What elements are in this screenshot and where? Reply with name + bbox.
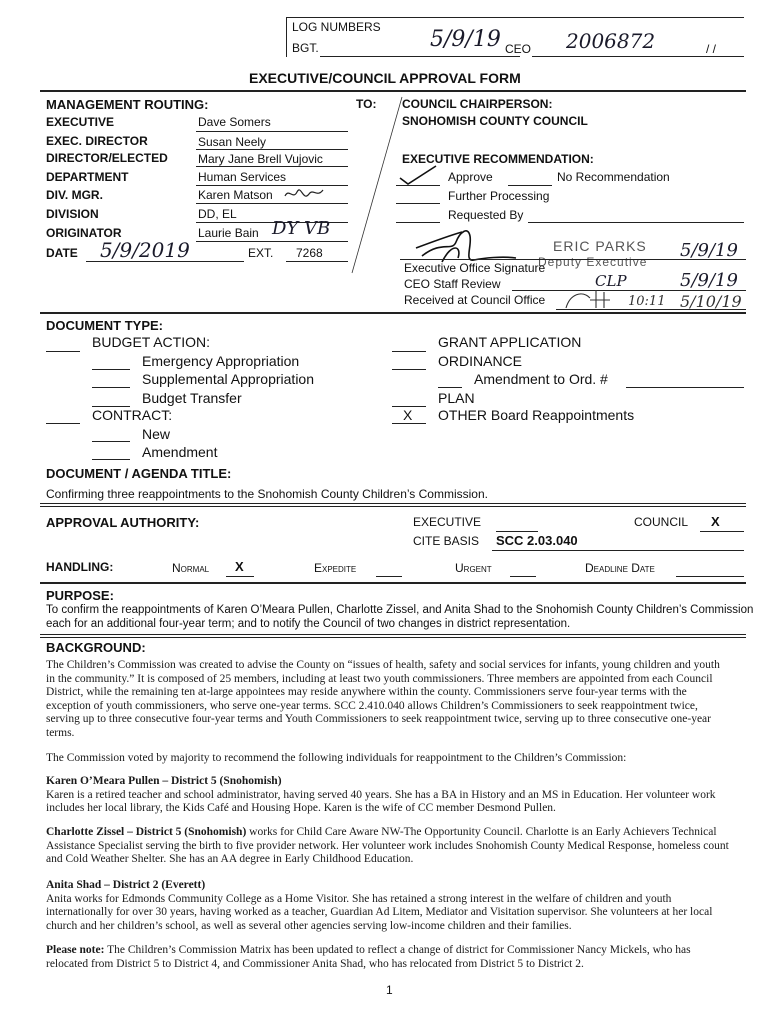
ordinance-line	[392, 369, 426, 370]
page-number: 1	[386, 983, 393, 997]
background-p1-line: The Children’s Commission was created to advise the County on “issues of health, safety and social services for infants, young children and youth	[46, 659, 720, 671]
routing-label-division: DIVISION	[46, 207, 99, 221]
background-p1-line: in the community.” It is composed of 25 members, including at least two youth commissioners. Three members are appointed from each Council	[46, 672, 713, 685]
management-routing-header: MANAGEMENT ROUTING:	[46, 97, 209, 112]
no-recommendation-line	[508, 185, 552, 186]
handling-urgent-line[interactable]	[510, 576, 536, 577]
requested-by-underline	[528, 222, 744, 223]
routing-label-div-mgr: DIV. MGR.	[46, 188, 103, 202]
deputy-executive-stamp: Deputy Executive	[538, 255, 648, 269]
background-p1-line: exception of youth commissioners, who serve one-year terms. SCC 2.410.040 allows Children’s Commissioners to seek reappointment twice,	[46, 699, 698, 712]
cite-basis-line	[492, 550, 744, 551]
handling-expedite-label: Expedite	[314, 561, 357, 575]
karen-line: Karen is a retired teacher and school administrator, having served 40 years. She has a BA in History and an MS in Education. Her volunteer work	[46, 788, 716, 801]
date-underline	[86, 261, 244, 262]
routing-value-div-mgr[interactable]: Karen Matson	[198, 188, 273, 202]
routing-line-originator	[196, 241, 348, 242]
note-section	[46, 944, 746, 971]
ext-underline	[286, 261, 348, 262]
further-processing-line	[396, 203, 440, 204]
log-numbers-title: LOG NUMBERS	[292, 20, 381, 34]
ceo-handwritten-number: 2006872	[566, 29, 656, 53]
log-box-top-border	[286, 17, 744, 18]
further-processing-option[interactable]: Further Processing	[448, 189, 550, 203]
routing-value-originator[interactable]: Laurie Bain	[198, 226, 259, 240]
handling-urgent-label: Urgent	[455, 561, 492, 575]
karen-section	[46, 775, 746, 816]
background-paragraph-1	[46, 659, 746, 741]
approval-executive-line	[496, 531, 538, 532]
amendment-to-ord-option[interactable]: Amendment to Ord. #	[474, 371, 608, 387]
anita-line: internationally for over 30 years, having worked as a teacher, Guardian Ad Litem, Mediator and Visitation supervisor. She volunteers at her local	[46, 906, 713, 919]
grant-application-option[interactable]: GRANT APPLICATION	[438, 334, 582, 350]
agenda-title-text: Confirming three reappointments to the Snohomish County Children’s Commission.	[46, 487, 488, 501]
approval-council-mark[interactable]: X	[711, 514, 720, 529]
ceo-staff-review-label: CEO Staff Review	[404, 277, 501, 291]
document-type-header: DOCUMENT TYPE:	[46, 318, 163, 333]
received-time: 10:11	[628, 294, 666, 309]
log-tail: / /	[706, 42, 717, 56]
approval-council-line	[700, 531, 744, 532]
received-line	[556, 309, 746, 310]
handling-deadline-line[interactable]	[676, 576, 744, 577]
date-label: DATE	[46, 246, 78, 260]
handwritten-date: 5/9/2019	[100, 238, 190, 262]
handling-deadline-label: Deadline Date	[585, 561, 655, 575]
executive-recommendation-header: EXECUTIVE RECOMMENDATION:	[402, 152, 594, 166]
ordinance-option[interactable]: ORDINANCE	[438, 353, 523, 369]
routing-label-exec-director: EXEC. DIRECTOR	[46, 134, 148, 148]
agenda-rule	[40, 503, 746, 504]
no-recommendation-option[interactable]: No Recommendation	[557, 170, 670, 184]
handling-normal-line	[226, 576, 254, 577]
note-first-line: The Children’s Commission Matrix has been updated to reflect a change of district for Commissioner Nancy Mickels, who has	[104, 944, 691, 956]
requested-by-option[interactable]: Requested By	[448, 208, 524, 222]
bgt-underline	[320, 56, 520, 57]
form-title: EXECUTIVE/COUNCIL APPROVAL FORM	[249, 70, 521, 86]
bgt-label: BGT.	[292, 41, 319, 55]
note-heading: Please note:	[46, 944, 105, 956]
karen-line: includes her local library, the Kids Café and Housing Hope. Karen is the wife of CC member Desmond Pullen.	[46, 802, 556, 815]
anita-line: Anita works for Edmonds Community College as a Home Visitor. She has retained a strong interest in the welfare of children and youth	[46, 892, 672, 905]
ext-label: EXT.	[248, 246, 274, 260]
snohomish-county-council: SNOHOMISH COUNTY COUNCIL	[402, 114, 588, 128]
amend-ord-line	[438, 387, 462, 388]
contract-option[interactable]: CONTRACT:	[92, 407, 173, 423]
handling-header: HANDLING:	[46, 560, 114, 574]
new-line	[92, 441, 130, 442]
charlotte-section	[46, 826, 746, 867]
background-header: BACKGROUND:	[46, 640, 146, 655]
background-p1-line: terms.	[46, 726, 75, 739]
ceo-label: CEO	[505, 42, 532, 56]
routing-line-div-mgr	[196, 203, 348, 204]
other-line	[392, 423, 426, 424]
received-date: 5/10/19	[680, 292, 742, 311]
amendment-option[interactable]: Amendment	[142, 444, 218, 460]
routing-label-originator: ORIGINATOR	[46, 226, 122, 240]
supplemental-line	[92, 387, 130, 388]
routing-label-department: DEPARTMENT	[46, 170, 129, 184]
routing-line-exec-director	[196, 149, 348, 150]
title-rule	[40, 90, 746, 92]
to-label: TO:	[356, 97, 377, 111]
purpose-rule	[40, 634, 746, 635]
ord-number-line	[626, 387, 744, 388]
emergency-line	[92, 369, 130, 370]
agenda-title-header: DOCUMENT / AGENDA TITLE:	[46, 466, 232, 481]
charlotte-first-line: works for Child Care Aware NW-The Opportunity Council. Charlotte is an Early Achievers Technical	[246, 826, 717, 838]
signature-line	[400, 259, 746, 260]
routing-line-director	[196, 166, 348, 167]
budget-transfer-option[interactable]: Budget Transfer	[142, 390, 242, 406]
approve-checkmark-icon	[398, 164, 438, 186]
purpose-line-1: To confirm the reappointments of Karen O’Meara Pullen, Charlotte Zissel, and Anita Shad to the Snohomish County Children’s Commission	[46, 604, 754, 616]
routing-line-executive	[196, 131, 348, 132]
ceo-underline	[532, 56, 744, 57]
bgt-handwritten-date: 5/9/19	[430, 27, 501, 52]
charlotte-heading: Charlotte Zissel – District 5 (Snohomish)	[46, 826, 247, 838]
background-paragraph-2: The Commission voted by majority to recommend the following individuals for reappointment to the Children’s Commission:	[46, 752, 627, 764]
note-line-2: relocated from District 5 to District 4, and Commissioner Anita Shad, who has relocated from District 5 to District 2.	[46, 957, 584, 970]
anita-section	[46, 879, 746, 933]
approval-council-label: COUNCIL	[634, 515, 689, 529]
background-p1-line: serving up to three consecutive four-year terms and Youth Commissioners to seek reappointment twice, serving up to three consecutive one-year	[46, 713, 711, 726]
budget-action-line	[46, 351, 80, 352]
purpose-line-2: each for an additional four-year term; and to notify the Council of two changes in district representation.	[46, 618, 571, 630]
cite-basis-label: CITE BASIS	[413, 534, 480, 548]
received-at-council-label: Received at Council Office	[404, 293, 546, 307]
handling-normal-label: Normal	[172, 561, 210, 575]
executive-office-signature-label: Executive Office Signature	[404, 261, 546, 275]
ext-value[interactable]: 7268	[296, 246, 323, 260]
log-box-left-border	[286, 17, 287, 57]
routing-value-department[interactable]: Human Services	[198, 170, 287, 184]
cite-basis-value[interactable]: SCC 2.03.040	[496, 533, 578, 548]
charlotte-line: and Cold Weather Shelter. She has an AA degree in Early Childhood Education.	[46, 853, 414, 866]
approval-executive-label: EXECUTIVE	[413, 515, 482, 529]
purpose-header: PURPOSE:	[46, 588, 114, 603]
eric-parks-stamp: ERIC PARKS	[553, 238, 647, 254]
ceo-staff-review-line	[512, 290, 746, 291]
handling-expedite-line[interactable]	[376, 576, 402, 577]
contract-line	[46, 423, 80, 424]
background-p1-line: District, while the remaining ten at-large appointees may reside anywhere within the county. Commissioners serve four-year terms with the	[46, 686, 687, 699]
routing-value-division[interactable]: DD, EL	[198, 207, 237, 221]
ceo-staff-initials: CLP	[595, 272, 627, 290]
agenda-rule-double	[40, 506, 746, 507]
ceo-staff-review-date: 5/9/19	[680, 270, 738, 291]
purpose-rule-double	[40, 637, 746, 638]
supplemental-appropriation-option[interactable]: Supplemental Appropriation	[142, 371, 315, 387]
other-check-mark[interactable]: X	[403, 407, 413, 423]
handling-rule	[40, 582, 746, 584]
council-chairperson: COUNCIL CHAIRPERSON:	[402, 97, 553, 111]
handling-normal-mark[interactable]: X	[235, 559, 244, 574]
originator-handwritten-initials: DY VB	[272, 218, 331, 239]
signature-handwritten-date: 5/9/19	[680, 240, 738, 261]
approve-option[interactable]: Approve	[448, 170, 493, 184]
routing-section-rule	[40, 312, 746, 314]
plan-option[interactable]: PLAN	[438, 390, 475, 406]
charlotte-line: Assistance Specialist serving the birth to five provider network. Her volunteer work includes Snohomish County Medical Response, homeless count	[46, 839, 729, 852]
approval-authority-header: APPROVAL AUTHORITY:	[46, 515, 200, 530]
grant-application-line	[392, 351, 426, 352]
new-option[interactable]: New	[142, 426, 171, 442]
routing-label-executive: EXECUTIVE	[46, 115, 115, 129]
routing-value-director[interactable]: Mary Jane Brell Vujovic	[198, 152, 323, 166]
anita-heading: Anita Shad – District 2 (Everett)	[46, 879, 206, 891]
amendment-line	[92, 459, 130, 460]
anita-line: church and her children’s school, as well as several other agencies serving low-income children and their families.	[46, 919, 572, 932]
budget-action-option[interactable]: BUDGET ACTION:	[92, 334, 210, 350]
karen-heading: Karen O’Meara Pullen – District 5 (Snohomish)	[46, 775, 282, 787]
routing-value-exec-director[interactable]: Susan Neely	[198, 135, 267, 149]
routing-label-director: DIRECTOR/ELECTED	[46, 151, 168, 165]
routing-value-executive[interactable]: Dave Somers	[198, 115, 271, 129]
other-board-reappointments-option[interactable]: OTHER Board Reappointments	[438, 407, 635, 423]
emergency-appropriation-option[interactable]: Emergency Appropriation	[142, 353, 300, 369]
